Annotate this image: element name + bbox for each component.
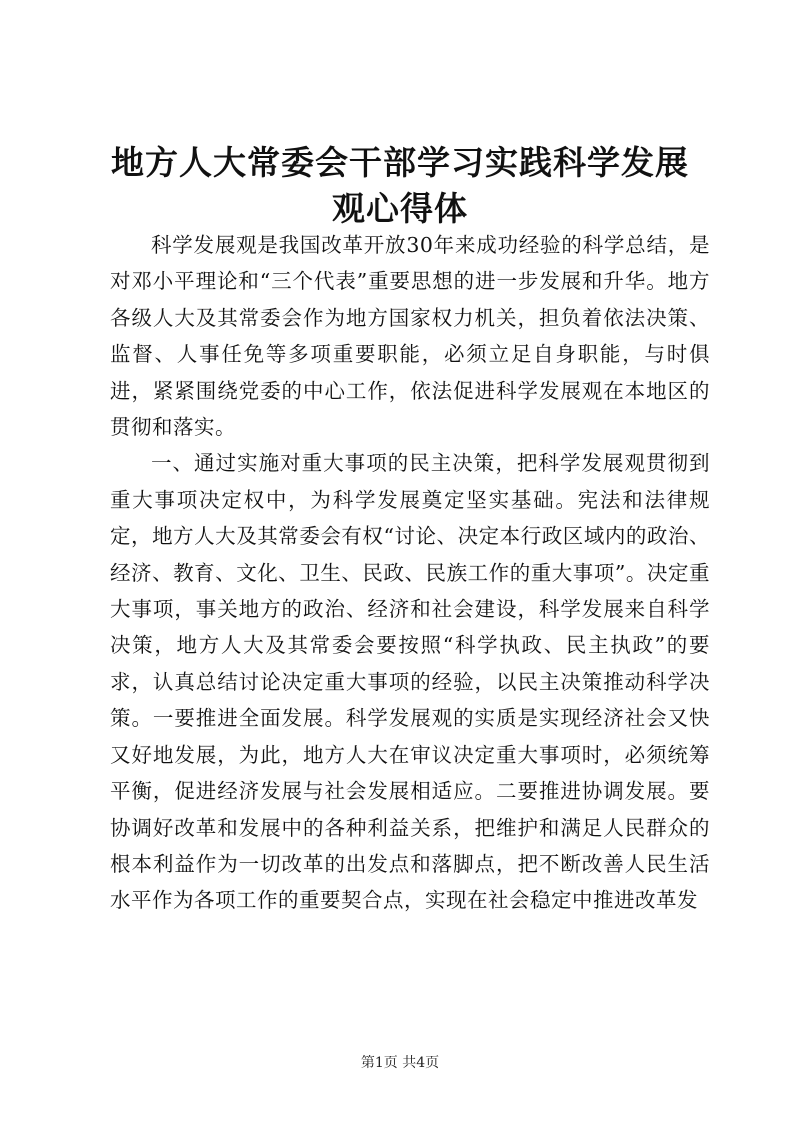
document-body bbox=[110, 227, 710, 919]
page-number-footer: 第1页 共4页 bbox=[360, 1055, 440, 1071]
paragraph-section-one: 一、通过实施对重大事项的民主决策，把科学发展观贯彻到重大事项决定权中，为科学发展奠定坚实基础。宪法和法律规定，地方人大及其常委会有权“讨论、决定本行政区域内的政治、经济、教育、文化、卫生、民政、民族工作的重大事项”。决定重大事项，事关地方的政治、经济和社会建设，科学发展来自科学决策，地方人大及其常委会要按照“科学执政、民主执政”的要求，认真总结讨论决定重大事项的经验，以民主决策推动科学决策。一要推进全面发展。科学发展观的实质是实现经济社会又快又好地发展，为此，地方人大在审议决定重大事项时，必须统筹平衡，促进经济发展与社会发展相适应。二要推进协调发展。要协调好改革和发展中的各种利益关系，把维护和满足人民群众的根本利益作为一切改革的出发点和落脚点，把不断改善人民生活水平作为各项工作的重要契合点，实现在社会稳定中推进改革发 bbox=[110, 451, 710, 913]
document-title: 地方人大常委会干部学习实践科学发展观心得体 bbox=[111, 143, 689, 228]
paragraph-intro: 科学发展观是我国改革开放30年来成功经验的科学总结，是对邓小平理论和“三个代表”重要思想的进一步发展和升华。地方各级人大及其常委会作为地方国家权力机关，担负着依法决策、监督、人事任免等多项重要职能，必须立足自身职能，与时俱进，紧紧围绕党委的中心工作，依法促进科学发展观在本地区的贯彻和落实。 bbox=[110, 233, 710, 440]
